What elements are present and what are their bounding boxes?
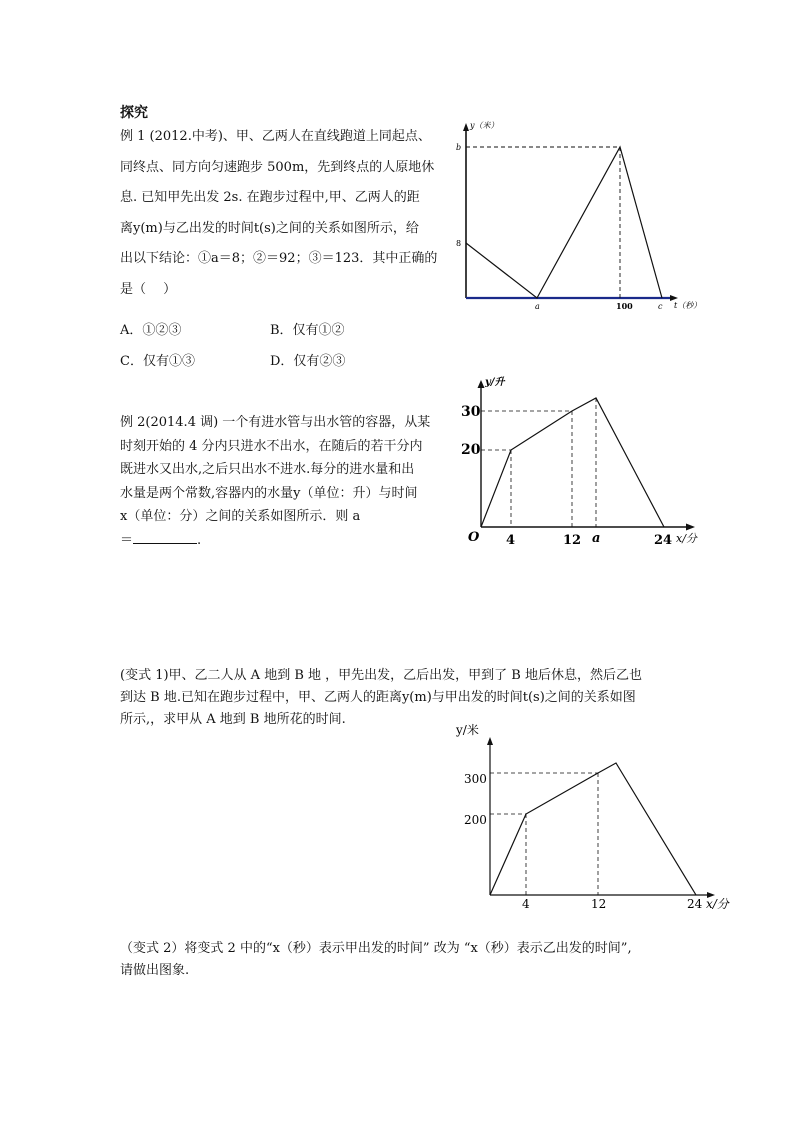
chart3-ylabel: y/米 xyxy=(456,723,479,737)
chart1-ylabel: y（米） xyxy=(470,121,499,130)
ex2-answer-prefix: ＝ xyxy=(120,532,134,548)
ex2-line: 例 2(2014.4 调) 一个有进水管与出水管的容器，从某 xyxy=(120,415,431,430)
ex2-line: x（单位：分）之间的关系如图所示．则 a xyxy=(120,509,361,524)
example-2-text xyxy=(120,411,445,552)
chart1-ytick-b: b xyxy=(456,143,462,152)
option-b[interactable]: B．仅有①② xyxy=(270,323,345,338)
chart3-ytick-200: 200 xyxy=(464,813,487,827)
chart-2 xyxy=(455,370,705,550)
chart2-ytick-30: 30 xyxy=(461,404,481,420)
chart2-xlabel: x/分 xyxy=(676,532,697,545)
ex2-answer-suffix: . xyxy=(197,532,202,548)
ex2-line: 既进水又出水,之后只出水不进水.每分的进水量和出 xyxy=(120,462,415,477)
chart2-xtick-24: 24 xyxy=(654,533,673,548)
chart3-y-arrow xyxy=(487,737,493,745)
chart2-xtick-12: 12 xyxy=(563,533,582,548)
chart3-xtick-24: 24 xyxy=(687,897,703,911)
chart3-series-line xyxy=(490,763,696,895)
chart2-origin: O xyxy=(468,530,480,545)
chart2-ytick-20: 20 xyxy=(461,442,481,458)
chart1-xtick-a: a xyxy=(535,302,540,311)
chart3-ytick-300: 300 xyxy=(464,772,487,786)
option-c[interactable]: C．仅有①③ xyxy=(120,354,195,369)
chart2-y-arrow xyxy=(478,380,485,388)
chart1-xlabel: t（秒） xyxy=(674,301,702,310)
chart3-xtick-4: 4 xyxy=(522,897,530,911)
var1-line: 所示,，求甲从 A 地到 B 地所花的时间. xyxy=(120,712,346,727)
chart1-xtick-100: 100 xyxy=(616,301,633,311)
chart3-xlabel: x/分 xyxy=(706,897,729,911)
ex1-line: 出以下结论：①a＝8；②＝92；③＝123．其中正确的 xyxy=(120,251,438,267)
chart-3 xyxy=(440,715,740,920)
chart2-xtick-4: 4 xyxy=(506,533,516,548)
var2-line: 请做出图象. xyxy=(120,963,190,978)
ex2-line: 水量是两个常数,容器内的水量y（单位：升）与时间 xyxy=(120,485,418,501)
section-title: 探究 xyxy=(120,105,148,121)
option-a[interactable]: A．①②③ xyxy=(120,323,182,338)
chart1-series-line xyxy=(466,147,662,298)
ex1-line: 同终点、同方向匀速跑步 500m，先到终点的人原地休 xyxy=(120,159,435,175)
chart3-xtick-12: 12 xyxy=(591,897,607,911)
ex1-line: 离y(m)与乙出发的时间t(s)之间的关系如图所示，给 xyxy=(120,220,419,236)
variant-2-text xyxy=(120,938,632,982)
chart2-xtick-a: a xyxy=(592,531,601,546)
chart2-x-arrow xyxy=(686,524,695,531)
chart2-ylabel: y/升 xyxy=(485,377,505,388)
example-1-text xyxy=(120,122,455,306)
chart2-series-line xyxy=(481,398,664,527)
ex2-answer-line xyxy=(120,529,445,553)
ex1-line: 是（ ） xyxy=(120,281,177,297)
option-d[interactable]: D．仅有②③ xyxy=(270,354,346,369)
ex2-answer-blank[interactable] xyxy=(133,531,197,544)
ex2-line: 时刻开始的 4 分内只进水不出水，在随后的若干分内 xyxy=(120,438,423,454)
chart1-ytick-8: 8 xyxy=(456,239,462,248)
chart1-xtick-c: c xyxy=(658,302,663,311)
chart1-y-arrow xyxy=(463,123,469,131)
chart-1 xyxy=(450,115,720,320)
ex1-line: 例 1 (2012.中考)、甲、乙两人在直线跑道上同起点、 xyxy=(120,129,431,144)
var2-line: （变式 2）将变式 2 中的“x（秒）表示甲出发的时间” 改为 “x（秒）表示乙出发的时间”, xyxy=(120,941,632,956)
ex1-line: 息. 已知甲先出发 2s. 在跑步过程中,甲、乙两人的距 xyxy=(120,190,420,206)
var1-line: 到达 B 地.已知在跑步过程中，甲、乙两人的距离y(m)与甲出发的时间t(s)之间的关系如图 xyxy=(120,690,636,705)
var1-line: (变式 1)甲、乙二人从 A 地到 B 地 ，甲先出发，乙后出发，甲到了 B 地后休息，然后乙也 xyxy=(120,668,642,683)
